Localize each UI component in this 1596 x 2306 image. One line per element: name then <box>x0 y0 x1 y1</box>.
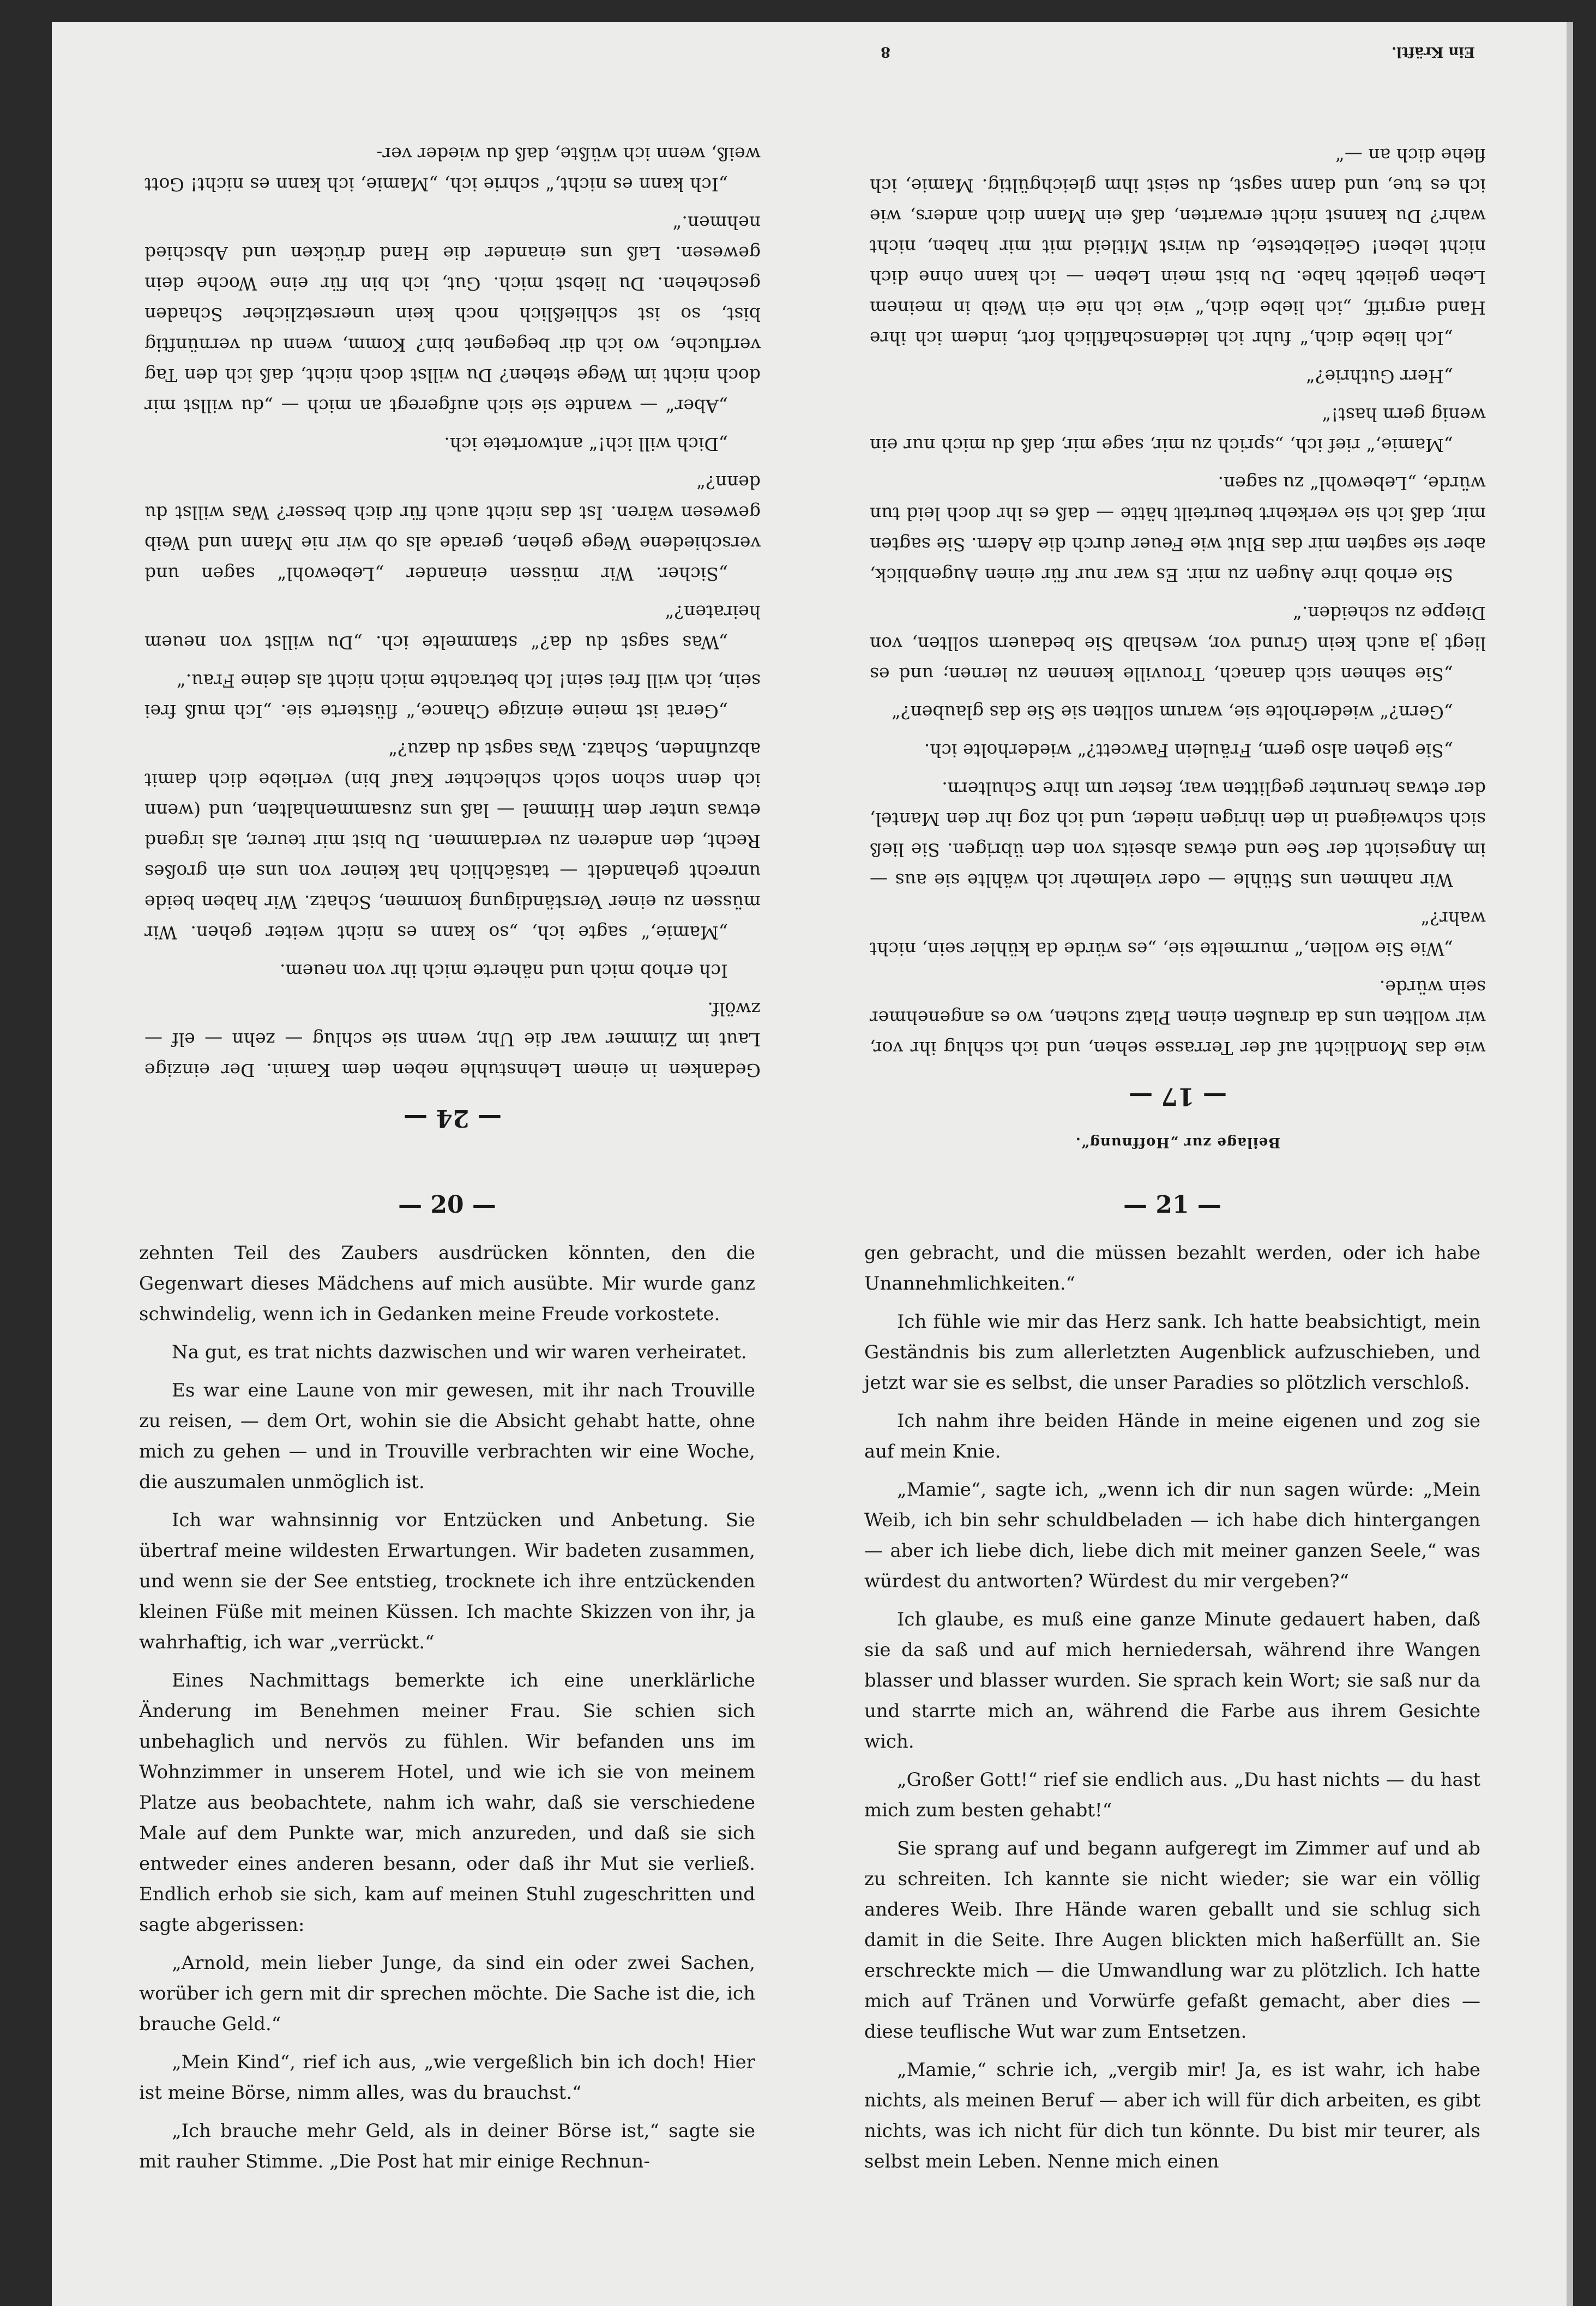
footer-signature: 8 <box>881 44 891 60</box>
paragraph: Sie sprang auf und begann aufgeregt im Zimmer auf und ab zu schreiten. Ich kannte sie nicht wieder; sie war ein völlig anderes Weib. Ihre Hände waren geballt und sie schlug sich damit in die Seite. Ihre Augen blickten mich haßerfüllt an. Sie erschreckte mich — die Umwandlung war zu plötzlich. Ich hatte mich auf Tränen und Vorwürfe gefaßt gemacht, aber dies — diese teuflische Wut war zum Entsetzen. <box>864 1838 1480 2043</box>
paragraph: zehnten Teil des Zaubers ausdrücken könnten, den die Gegenwart dieses Mädchens auf mich ausübte. Mir wurde ganz schwindelig, wenn ich in Gedanken meine Freude vorkostete. <box>139 1242 755 1325</box>
paragraph: „Sie gehen also gern, Fräulein Fawcett?“ wiederholte ich. <box>924 740 1453 761</box>
paragraph: „Gern?“ wiederholte sie, warum sollten sie Sie das glauben?“ <box>892 702 1453 723</box>
paragraph: „Was sagst du da?“ stammelte ich. „Du willst von neuem heiraten?“ <box>144 601 761 653</box>
paragraph: „Wie Sie wollen,“ murmelte sie, „es würde da kühler sein, nicht wahr?“ <box>870 908 1486 960</box>
paragraph: „Arnold, mein lieber Junge, da sind ein oder zwei Sachen, worüber ich gern mit dir sprechen möchte. Die Sache ist die, ich brauche Geld.“ <box>139 1952 755 2035</box>
footer-label: Ein Kräftl. <box>1392 44 1475 60</box>
paragraph: „Dich will ich!“ antwortete ich. <box>444 433 728 455</box>
scanned-sheet <box>52 22 1573 2306</box>
paragraph: „Großer Gott!“ rief sie endlich aus. „Du hast nichts — du hast mich zum besten gehabt!“ <box>864 1769 1480 1821</box>
paragraph: Sie erhob ihre Augen zu mir. Es war nur für einen Augenblick, aber sie sagten mir das Blut wie Feuer durch die Adern. Sie sagten mir, daß ich sie verkehrt beurteilt hätte — daß es ihr doch leid tun würde, „Lebewohl“ zu sagen. <box>870 473 1486 586</box>
paragraph: „Ich liebe dich,“ fuhr ich leidenschaftlich fort, indem ich ihre Hand ergriff, „ich liebe dich,“ wie ich nie ein Weib in meinem Leben geliebt habe. Du bist mein Leben — ich kann ohne dich nicht leben! Geliebteste, du wirst Mitleid mit mir haben, nicht wahr? Du kannst nicht erwarten, daß ein Mann dich anders, wie ich es tue, und dann sagst, du seist ihm gleichgültig. Mamie, ich flehe dich an —“ <box>870 144 1486 349</box>
paragraph: „Mamie,“ sagte ich, „so kann es nicht weiter gehen. Wir müssen zu einer Verständigung kommen, Schatz. Wir haben beide unrecht gehandelt — tatsächlich hat keiner von uns ein großes Recht, den anderen zu verdammen. Du bist mir teurer, als irgend etwas unter dem Himmel — laß uns zusammenhalten, und (wenn ich denn schon solch schlechter Kauf bin) verliebe dich damit abzufinden, Schatz. Was sagst du dazu?“ <box>144 739 761 943</box>
paragraph: Ich war wahnsinnig vor Entzücken und Anbetung. Sie übertraf meine wildesten Erwartungen. Wir badeten zusammen, und wenn sie der See entstieg, trocknete ich ihre entzückenden kleinen Füße mit meinen Küssen. Ich machte Skizzen von ihr, ja wahrhaftig, ich war „verrückt.“ <box>139 1509 755 1653</box>
paragraph: „Sicher. Wir müssen einander „Lebewohl“ sagen und verschiedene Wege gehen, gerade als ob wir nie Mann und Weib gewesen wären. Ist das nicht auch für dich besser? Was willst du denn?“ <box>144 472 761 585</box>
paragraph: Ich nahm ihre beiden Hände in meine eigenen und zog sie auf mein Knie. <box>864 1410 1480 1462</box>
paragraph: wie das Mondlicht auf der Terrasse sehen, und ich schlug ihr vor, wir wollten uns da draußen einen Platz suchen, wo es angenehmer sein würde. <box>870 977 1486 1059</box>
paragraph: „Gerat ist meine einzige Chance,“ flüsterte sie. „Ich muß frei sein, ich will frei sein! Ich betrachte mich nicht als deine Frau.“ <box>144 670 761 722</box>
paragraph: Na gut, es trat nichts dazwischen und wir waren verheiratet. <box>172 1341 747 1363</box>
upper-spread <box>52 22 1573 1156</box>
paragraph: „Herr Guthrie?“ <box>1306 366 1453 387</box>
paragraph: Ich glaube, es muß eine ganze Minute gedauert haben, daß sie da saß und auf mich herniedersah, während ihre Wangen blasser und blasser wurden. Sie sprach kein Wort; sie saß nur da und starrte mich an, während die Farbe aus ihrem Gesichte wich. <box>864 1609 1480 1753</box>
paragraph: „Mamie,“ schrie ich, „vergib mir! Ja, es ist wahr, ich habe nichts, als meinen Beruf — aber ich will für dich arbeiten, es gibt nichts, was ich nicht für dich tun könnte. Du bist mir teurer, als selbst mein Leben. Nenne mich einen <box>864 2059 1480 2172</box>
paragraph: „Mamie,“ rief ich, „sprich zu mir, sage mir, daß du mich nur ein wenig gern hast!“ <box>870 404 1486 456</box>
paragraph: „Mamie“, sagte ich, „wenn ich dir nun sagen würde: „Mein Weib, ich bin sehr schuldbeladen — ich habe dich hintergangen — aber ich liebe dich, liebe dich mit meiner ganzen Seele,“ was würdest du antworten? Würdest du mir vergeben?“ <box>864 1479 1480 1592</box>
page-text <box>144 139 761 1085</box>
page-21 <box>864 1167 1480 2301</box>
page-number: — 20 — <box>398 1191 496 1219</box>
paragraph: „Aber“ — wandte sie sich aufgeregt an mich — „du willst mir doch nicht im Wege stehen? Du willst doch nicht, daß ich den Tag verfluche, wo ich dir begegnet bin? Komm, wenn du vernünftig bist, so ist schließlich noch kein unersetzlicher Schaden geschehen. Du liebst mich. Gut, ich bin für eine Woche dein gewesen. Laß uns einander die Hand drücken und Abschied nehmen.“ <box>144 212 761 417</box>
paragraph: „Ich kann es nicht,“ schrie ich, „Mamie, ich kann es nicht! Gott weiß, wenn ich wüßte, daß du wieder ver- <box>144 143 761 195</box>
page-text <box>870 140 1486 1063</box>
page-17 <box>870 22 1486 1156</box>
page-number: — 17 — <box>1129 1082 1227 1110</box>
supplement-caption: Beilage zur „Hoffnung“. <box>1075 1134 1281 1151</box>
paragraph: Ich erhob mich und näherte mich ihr von neuem. <box>279 960 728 982</box>
paragraph: Eines Nachmittags bemerkte ich eine unerklärliche Änderung im Benehmen meiner Frau. Sie schien sich unbehaglich und nervös zu fühlen. Wir befanden uns im Wohnzimmer in unserem Hotel, und wie ich sie von meinem Platze aus beobachtete, nahm ich wahr, daß sie verschiedene Male auf dem Punkte war, mich anzureden, und daß sie sich entweder eines anderen besann, oder daß ihr Mut sie verließ. Endlich erhob sie sich, kam auf meinen Stuhl zugeschritten und sagte abgerissen: <box>139 1670 755 1936</box>
page-text <box>139 1238 755 2177</box>
paragraph: Es war eine Laune von mir gewesen, mit ihr nach Trouville zu reisen, — dem Ort, wohin sie die Absicht gehabt hatte, ohne mich zu gehen — und in Trouville verbrachten wir eine Woche, die auszumalen unmöglich ist. <box>139 1380 755 1493</box>
page-number: — 21 — <box>1123 1191 1221 1219</box>
page-text <box>864 1238 1480 2177</box>
paragraph: Ich fühle wie mir das Herz sank. Ich hatte beabsichtigt, mein Geständnis bis zum allerletzten Augenblick aufzuschieben, und jetzt war sie es selbst, die unser Paradies so plötzlich verschloß. <box>864 1311 1480 1394</box>
paragraph: Gedanken in einem Lehnstuhle neben dem Kamin. Der einzige Laut im Zimmer war die Uhr, wenn sie schlug — zehn — elf — zwölf. <box>144 998 761 1081</box>
page-number: — 24 — <box>403 1104 502 1132</box>
page-24 <box>144 22 761 1156</box>
paragraph: „Sie sehnen sich danach, Trouville kennen zu lernen; und es liegt ja auch kein Grund vor, weshalb Sie bedauern sollten, von Dieppe zu scheiden.“ <box>870 603 1486 685</box>
lower-spread <box>52 1167 1573 2301</box>
paragraph: gen gebracht, und die müssen bezahlt werden, oder ich habe Unannehmlichkeiten.“ <box>864 1242 1480 1295</box>
paragraph: Wir nahmen uns Stühle — oder vielmehr ich wählte sie aus — im Angesicht der See und etwas abseits von den übrigen. Sie ließ sich schweigend in den ihrigen nieder, und ich zog ihr den Mantel, der etwas herunter geglitten war, fester um ihre Schultern. <box>870 778 1486 891</box>
paragraph: „Ich brauche mehr Geld, als in deiner Börse ist,“ sagte sie mit rauher Stimme. „Die Post hat mir einige Rechnun- <box>139 2120 755 2172</box>
paragraph: „Mein Kind“, rief ich aus, „wie vergeßlich bin ich doch! Hier ist meine Börse, nimm alles, was du brauchst.“ <box>139 2051 755 2104</box>
page-20 <box>139 1167 755 2301</box>
